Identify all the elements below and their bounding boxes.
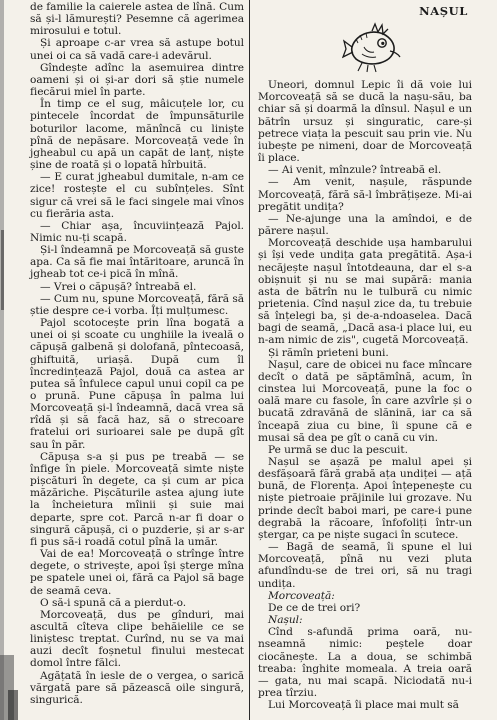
right-text-column <box>258 2 472 711</box>
paragraph: — Chiar așa, încuviințează Pajol. Nimic nu-ți scapă. <box>30 219 244 244</box>
dialogue-line: Cînd s-afundă prima oară, nu-nseamnă nimic: peștele doar ciocănește. La a doua, se schimbă treaba: înghite momeala. A treia oară — gata, nu mai scapă. Niciodată nu-i prea tîrziu. <box>258 626 472 699</box>
paragraph: — Am venit, nașule, răspunde Morcoveață, fără să-l îmbrățișeze. Mi-ai pregătit undița? <box>258 176 472 213</box>
column-divider <box>249 0 250 720</box>
paragraph: Căpușa s-a și pus pe treabă — se înfige în piele. Morcoveață simte niște pișcături în degete, ca și cum ar pica măzăriche. Pișcăturile astea ajung iute la încheietura mîinii și suie mai departe, spre cot. Parcă n-ar fi doar o singură căpușă, ci o puzderie, și ar s-ar fi pus să-i roadă cotul pînă la umăr. <box>30 450 244 548</box>
paragraph: Și aproape c-ar vrea să astupe botul unei oi ca să vadă care-i adevărul. <box>30 37 244 62</box>
paragraph: Nașul se așază pe malul apei și desfășoară fără grabă ața undiței — ață bună, de Florența. Apoi înțepenește cu niște pietroaie prăjinile lui grozave. Nu prinde decît baboi mari, pe care-i pune degrabă la răcoare, înfofoliți într-un ștergar, ca pe niște sugaci în scutece. <box>258 456 472 541</box>
page-edge-scan-artifact <box>0 0 26 720</box>
paragraph: — Vrei o căpușă? întreabă el. <box>40 280 197 293</box>
paragraph: Morcoveață, dus pe gînduri, mai ascultă cîteva clipe behăielile ce se liniștesc treptat. Curînd, nu se va mai auzi decît foșnetul finului mestecat domol între fălci. <box>30 608 244 670</box>
paragraph: Și-l îndeamnă pe Morcoveață să guste apa. Ca să fie mai întăritoare, aruncă în jgheab tot ce-i pică în mînă. <box>30 244 244 281</box>
paragraph: Gîndește adînc la asemuirea dintre oameni și oi și-ar dori să știe numele fiecărui miel în parte. <box>30 61 244 99</box>
paragraph: Agățată în iesle de o vergea, o sarică vărgată pare să păzească oile singură, singurică. <box>30 669 244 706</box>
paragraph: — Cum nu, spune Morcoveață, fără să știe despre ce-i vorba. Îți mulțumesc. <box>30 292 244 317</box>
paragraph: Pe urmă se duc la pescuit. <box>268 443 408 456</box>
paragraph: Pajol scotocește prin lîna bogată a unei oi și scoate cu unghiile la iveală o căpușă galbenă și dolofană, pîntecoasă, ghiftuită, uriașă. După cum îl încredințează Pajol, două ca astea ar putea să înfulece capul unui copil ca pe o prună. Pune căpușa în palma lui Morcoveață și-l îndeamnă, dacă vrea să rîdă și să facă haz, să o strecoare fratelui ori surioarei sale pe după gît sau în păr. <box>30 317 244 451</box>
paragraph: În timp ce el sug, mâicuțele lor, cu pintecele încordat de împunsăturile boturilor lacome, mănîncă cu liniște pînă de nepăsare. Morcoveață vede în jgheabul cu apă un capăt de lanț, niște șine de roată și o lopată hîrbuită. <box>30 98 244 172</box>
paragraph: — Bagă de seamă, îi spune el lui Morcoveață, pînă nu vezi pluta afundîndu-se de trei ori, să nu tragi undița. <box>258 541 472 590</box>
dialogue-line: De ce de trei ori? <box>268 601 361 614</box>
dialogue-speaker: Nașul: <box>268 614 303 627</box>
paragraph: — Ne-ajunge una la amîndoi, e de părere nașul. <box>258 212 472 238</box>
dialogue-speaker: Morcoveață: <box>268 589 335 602</box>
paragraph: Și rămîn prieteni buni. <box>268 346 389 359</box>
paragraph: Lui Morcoveață îi place mai mult să <box>268 699 459 712</box>
chapter-title: NAȘUL <box>419 4 468 18</box>
paragraph: — E curat jgheabul dumitale, n-am ce zice! rostește el cu subînțeles. Sînt sigur că vrei să le faci singele mai vînos cu fierăria asta. <box>30 171 244 220</box>
left-text-column <box>30 1 244 706</box>
fish-illustration-icon <box>342 21 404 73</box>
paragraph: Vai de ea! Morcoveață o strînge între degete, o strivește, apoi își șterge mîna pe spatele unei oi, fără ca Pajol să bage de seamă ceva. <box>30 548 244 597</box>
paragraph: O să-i spună că a pierdut-o. <box>40 596 187 609</box>
paragraph: de familie la caierele astea de lînă. Cum să și-l lămurești? Pesemne că agerimea mirosului e totul. <box>30 1 244 38</box>
paragraph: Uneori, domnul Lepic îi dă voie lui Morcoveață să se ducă la nașu-său, ba chiar să și doarmă la dînsul. Nașul e un bătrîn ursuz și singuratic, care-și petrece viața la pescuit sau prin vie. Nu iubește pe nimeni, doar de Morcoveață îi place. <box>258 79 472 165</box>
paragraph: Morcoveață deschide ușa hambarului și își vede undița gata pregătită. Așa-i necăjește nașul întotdeauna, dar el s-a obișnuit și nu se mai supără: mania asta de bătrîn nu le tulbură cu nimic prietenia. Cînd nașul zice da, tu trebuie să înțelegi ba, și de-a-ndoaselea. Dacă bagi de seamă, „Dacă asa-i place lui, eu n-am nimic de zis", cugetă Morcoveață. <box>258 237 472 347</box>
paragraph: Nașul, care de obicei nu face mîncare decît o dată pe săptămînă, acum, în cinstea lui Morcoveață, pune la foc o oală mare cu fasole, în care azvîrle și o bucată zdravănă de slănină, iar ca să înceapă ziua cu bine, îi spune că e musai să dea pe gît o cană cu vin. <box>258 358 472 444</box>
paragraph: — Ai venit, mînzule? întreabă el. <box>268 164 442 177</box>
